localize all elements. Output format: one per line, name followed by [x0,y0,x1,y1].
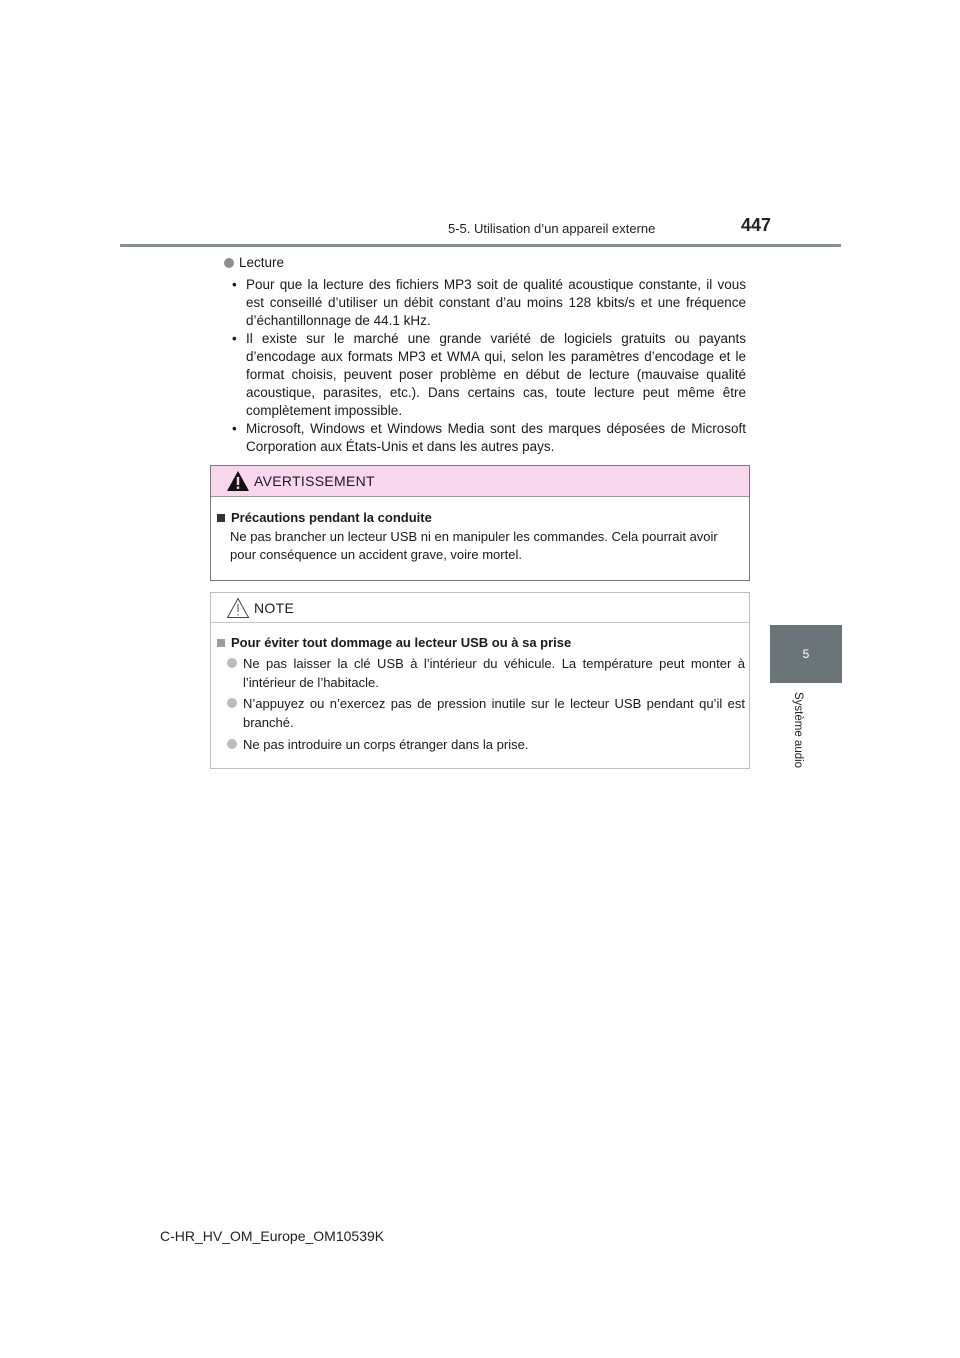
caution-triangle-icon [226,597,250,619]
note-title-text: Pour éviter tout dommage au lecteur USB ou à sa prise [231,635,572,650]
bullet-dot-icon [224,258,234,268]
list-item: • Il existe sur le marché une grande variété de logiciels gratuits ou payants d’encodage aux formats MP3 et WMA qui, selon les paramètres d’encodage et le format choisis, peuvent poser problème en début de lecture (mauvaise qualité acoustique, parasites, etc.). Dans certains cas, toute lecture peut même être complètement impossible. [232,330,746,420]
bullet-dot-icon [227,739,237,749]
header-rule [120,244,841,247]
note-label: NOTE [254,600,295,616]
lecture-heading-text: Lecture [239,255,285,270]
note-item-text: N’appuyez ou n’exercez pas de pression inutile sur le lecteur USB pendant qu’il est branché. [243,696,745,730]
note-header [211,593,749,623]
document-code: C-HR_HV_OM_Europe_OM10539K [160,1228,385,1244]
note-box [210,592,750,769]
note-title [217,635,571,650]
chapter-tab [770,625,842,683]
list-item [225,735,745,754]
square-bullet-icon [217,514,225,522]
warning-box [210,465,750,581]
warning-title [217,510,432,525]
warning-title-text: Précautions pendant la conduite [231,510,432,525]
warning-text: Ne pas brancher un lecteur USB ni en manipuler les commandes. Cela pourrait avoir pour conséquence un accident grave, voire mortel. [230,529,718,562]
chapter-number: 5 [802,647,810,661]
square-bullet-icon [217,639,225,647]
lecture-heading [224,255,284,270]
list-item [225,694,745,732]
note-item-text: Ne pas introduire un corps étranger dans la prise. [243,737,529,752]
bullet-dot-icon [227,698,237,708]
page-number: 447 [741,215,772,235]
warning-label: AVERTISSEMENT [254,473,375,489]
warning-header [211,466,749,497]
list-item: • Microsoft, Windows et Windows Media sont des marques déposées de Microsoft Corporation aux États-Unis et dans les autres pays. [232,420,746,456]
note-item-text: Ne pas laisser la clé USB à l’intérieur du véhicule. La température peut monter à l’intérieur de l’habitacle. [243,656,745,690]
list-item [225,654,745,692]
bullet-dot-icon [227,658,237,668]
section-title: 5-5. Utilisation d’un appareil externe [448,221,656,236]
list-item: • Pour que la lecture des fichiers MP3 soit de qualité acoustique constante, il vous est conseillé d’utiliser un débit constant d’au moins 128 kbits/s et une fréquence d’échantillonnage de 44.1 kHz. [232,276,746,330]
lecture-bullets [232,276,746,456]
warning-triangle-icon [226,470,250,492]
chapter-title: Système audio [792,692,804,769]
